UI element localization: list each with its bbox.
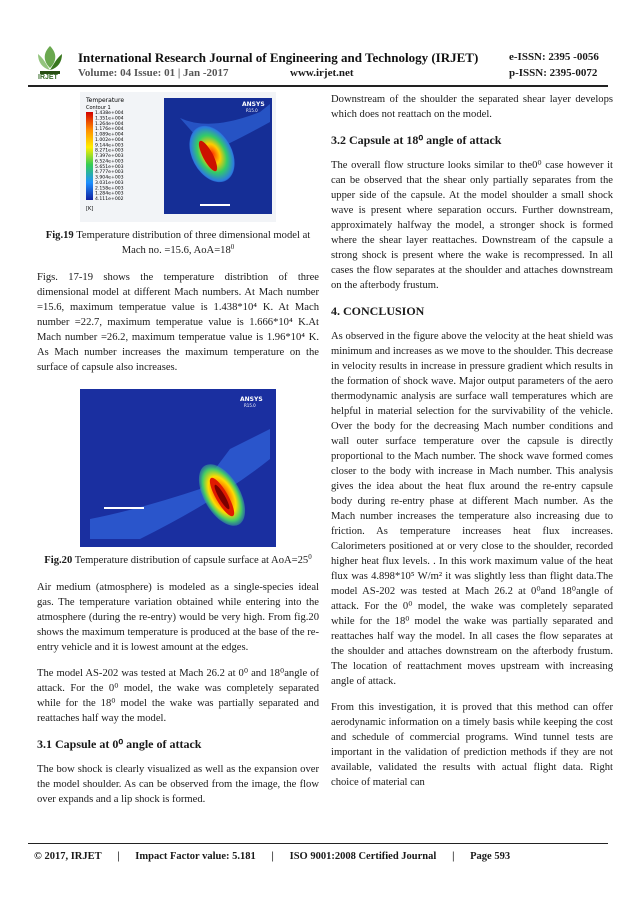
journal-title: International Research Journal of Engineering and Technology (IRJET)	[78, 50, 479, 65]
legend-values	[95, 110, 124, 202]
legend-value: 3.904e+003	[95, 175, 124, 181]
scale-bar	[200, 204, 230, 206]
section-3-2-heading: 3.2 Capsule at 18⁰ angle of attack	[331, 133, 502, 147]
legend-value: 9.144e+003	[95, 143, 124, 149]
ansys-version: R15.0	[246, 108, 258, 113]
e-issn: e-ISSN: 2395 -0056	[509, 51, 599, 63]
legend-value: 1.089e+004	[95, 132, 124, 138]
left-paragraph-1: Figs. 17-19 shows the temperature distribtion of three dimensional model at different Mach numbers. At Mach number =15.6, maximum temperatue value is 1.438*10⁴ K. At Mach number =22.7, maximum temperatue value is 1.666*10⁴ K.At Mach number =26.2, maximum temperatue value is 1.96*10⁴ K. As Mach number increases the maximum temperature on the surface of capsule also increases.	[37, 272, 319, 373]
logo-text: IRJET	[38, 74, 58, 81]
section-4-heading: 4. CONCLUSION	[331, 304, 425, 318]
figure-20	[80, 389, 276, 547]
fig19-contour-plot	[80, 92, 276, 222]
legend-unit: [K]	[86, 206, 94, 212]
irjet-logo-icon	[32, 44, 68, 76]
website-link[interactable]: www.irjet.net	[290, 67, 354, 79]
legend-value: 1.438e+004	[95, 111, 124, 116]
fig20-contour-plot	[80, 389, 276, 547]
legend-value: 2.158e+003	[95, 186, 124, 192]
page-header	[0, 0, 638, 80]
legend-value: 1.176e+004	[95, 127, 124, 133]
legend-value: 4.111e+002	[95, 197, 124, 202]
legend-value: 1.002e+004	[95, 137, 124, 143]
p-issn: p-ISSN: 2395-0072	[509, 67, 598, 79]
right-paragraph-2: The overall flow structure looks similar to the0⁰ case however it can be observed that the shear only partially separates from the upper side of the capsule. At the model shoulder a small shock wave is present where separation occurs. Further downstream, approximately halfway the model, a stronger shock is formed where the shear layer reattaches. Downstream of the capsule a strong shock is present where the wake is recompressed. In all cases the flow separates at the shoulder and attaches downstream on the afterbody frustum.	[331, 160, 613, 291]
page-footer: © 2017, IRJET | Impact Factor value: 5.181 | ISO 9001:2008 Certified Journal | Page 593	[34, 851, 511, 862]
left-paragraph-4: The bow shock is clearly visualized as well as the expansion over the model shoulder. As can be observed from the image, the flow over expands and a lip shock is formed.	[37, 764, 319, 805]
volume-issue: Volume: 04 Issue: 01 | Jan -2017	[78, 67, 229, 79]
section-3-1-heading: 3.1 Capsule at 0⁰ angle of attack	[37, 737, 202, 751]
ansys-brand: ANSYS	[242, 101, 265, 108]
legend-title: Temperature	[86, 97, 125, 104]
legend-value: 6.524e+003	[95, 159, 124, 165]
legend-value: 8.271e+003	[95, 148, 124, 154]
left-column	[37, 92, 319, 818]
legend-value: 1.351e+004	[95, 116, 124, 122]
fig19-caption: Fig.19 Temperature distribution of three dimensional model at Mach no. =15.6, $AoA=18^0$	[45, 230, 311, 256]
right-column	[331, 92, 613, 801]
left-paragraph-2: Air medium (atmosphere) is modeled as a single-species ideal gas. The temperature variation obtained while entering into the atmosphere (during the re-entry) would be very high. From fig.20 shows the maximum temperature is produced at the base of the re-entry vehicle and it is lowest amount at the edges.	[37, 582, 319, 653]
legend-value: 7.397e+003	[95, 154, 124, 159]
footer-rule	[28, 843, 608, 844]
ansys-brand: ANSYS	[240, 396, 263, 403]
right-paragraph-3: As observed in the figure above the velocity at the heat shield was minimum and increases as we move to the shoulder. This decrease in velocity results in increase in pressure gradient which results in the formation of shock wave. Major output parameters of the aero thermodynamic analysis are surface wall temperatures which are helpful in material selection for the survivability of the vehicle. Over the body for the decreasing Mach number conditions and wall outer surface temperature over the capsule is directly proportional to the Mach number. The shock wave formed comes closer to the body with increase in Mach number. This analysis gives the idea about the heat flux around the re-entry capsule body during re-entry phase at different Mach number. As the Mach number increases the temperature also increasing due to friction. As temperature increases heat flux increases. Calorimeters positioned at or very close to the shoulder, recorded higher heat flux levels. . In this work maximum value of the heat flux was 4.898*10⁵ W/m² it was slightly less than flight data.The model AS-202 was tested at Mach 26.2 at 0⁰and 18⁰angle of attack. For the 0⁰ model, the wake was completely separated while for the 18⁰ model the wake was partially separated and reattaches half way the model. In all cases the flow separates at the shoulder and attaches downstream on the afterbody frustum. The location of reattachment moves upstream with increasing angle of attack.	[331, 331, 613, 687]
scale-bar	[104, 507, 144, 509]
legend-value: 4.777e+003	[95, 170, 124, 176]
right-paragraph-1: Downstream of the shoulder the separated shear layer develops which does not reattach on the model.	[331, 94, 613, 120]
ansys-version: R15.0	[244, 403, 256, 408]
fig20-caption: Fig.20 Temperature distribution of capsule surface at $AoA=25^0$	[44, 553, 312, 566]
left-paragraph-3: The model AS-202 was tested at Mach 26.2 at 0⁰ and 18⁰angle of attack. For the 0⁰ model, the wake was completely separated while for the 18⁰ model the wake was partially separated and reattaches half way the model.	[37, 668, 319, 724]
legend-value: 5.651e+003	[95, 164, 124, 170]
legend-value: 1.284e+003	[95, 191, 124, 197]
figure-19	[80, 92, 276, 222]
right-paragraph-4: From this investigation, it is proved that this method can offer aerodynamic information on a timely basis while keeping the cost and schedule of commercial programs. Wind tunnel tests are important in the validation of prediction methods if they are not available, validated the results with actual flight data. Right choice of material can	[331, 702, 613, 788]
legend-value: 1.264e+004	[95, 121, 124, 127]
legend-value: 3.031e+003	[95, 180, 124, 186]
header-rule	[28, 85, 608, 87]
legend-subtitle: Contour 1	[86, 105, 111, 111]
